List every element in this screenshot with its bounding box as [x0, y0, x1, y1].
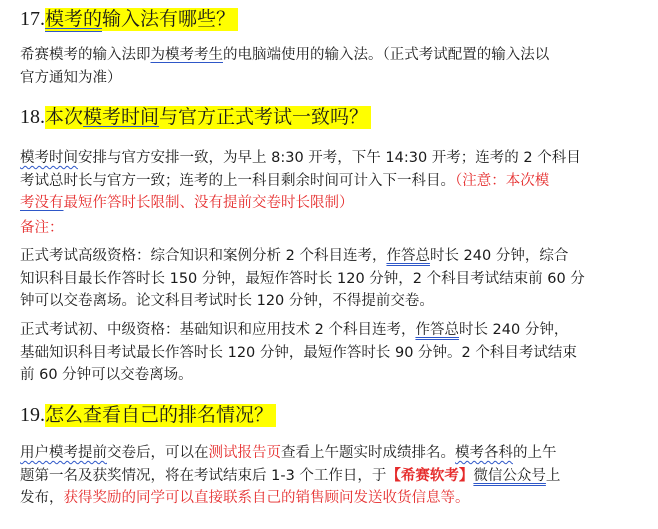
q19-text-2d: 上	[545, 467, 561, 484]
q19-text-2a: 题第一名及获奖情况，将在考试结束后 1-3 个工作日，于	[20, 467, 387, 484]
q18-note-label: 备注：	[20, 220, 64, 236]
q18-note-red-2b: （注意：本次模	[455, 172, 550, 189]
q19-text-1f: 的上午	[513, 445, 557, 461]
q18-title-highlight	[45, 106, 371, 129]
q19-award-note: 获得奖励的同学可以直接联系自己的销售顾问发送收货信息等。	[63, 490, 470, 506]
q18-jr-2: 基础知识科目考试最长作答时长 120 分钟，最短作答时长 90 分钟。2 个科目考试结束	[20, 344, 577, 361]
q18-junior-paragraph	[20, 319, 642, 387]
q19-wechat-account: 微信公众号	[473, 467, 546, 484]
q18-advanced-paragraph	[20, 245, 642, 313]
q18-note-red-3b: 最短作答时长限制、没有提前交卷时长限制）	[63, 195, 354, 211]
q17-number: 17.	[20, 8, 45, 30]
q19-brand-label: 【希赛软考】	[386, 467, 474, 484]
q17-text-a: 希赛模考的输入法即	[20, 47, 151, 63]
q17-text-d: 官方通知为准）	[20, 69, 122, 86]
q17-heading	[20, 6, 238, 32]
q19-number: 19.	[20, 404, 45, 426]
q18-jr-1c: 时长 240 分钟，	[458, 322, 569, 338]
q17-answer	[20, 44, 642, 89]
q19-text-1d: 查看上午题实时成绩排名。	[281, 445, 455, 461]
q18-adv-1b: 作答总	[386, 248, 430, 264]
q17-title-part-b: 输入法有哪些？	[102, 8, 236, 30]
q17-text-b: 为模考考生	[150, 47, 223, 63]
q18-jr-1a: 正式考试初、中级资格：基础知识和应用技术 2 个科目连考，	[20, 322, 416, 338]
q17-title-part-a: 模考的	[45, 8, 103, 30]
q19-text-1b: 交卷后，可以在	[107, 445, 209, 461]
q17-title-highlight	[45, 8, 238, 31]
q18-title-part-b: 模考时间	[83, 106, 160, 128]
q18-title-part-c: 与官方正式考试一致吗？	[159, 106, 369, 128]
q18-number: 18.	[20, 106, 45, 128]
q19-heading	[20, 402, 276, 428]
q18-jr-3: 前 60 分钟可以交卷离场。	[20, 367, 193, 383]
q18-adv-1a: 正式考试高级资格：综合知识和案例分析 2 个科目连考，	[20, 248, 387, 264]
q18-jr-1b: 作答总	[415, 322, 459, 338]
q18-adv-3: 钟可以交卷离场。论文科目考试时长 120 分钟，不得提前交卷。	[20, 293, 434, 309]
q19-test-report-page: 测试报告页	[208, 445, 281, 461]
q19-text-3a: 发布，	[20, 490, 64, 506]
q18-adv-2: 知识科目最长作答时长 150 分钟，最短作答时长 120 分钟，2 个科目考试结束前 60 分	[20, 270, 585, 287]
q19-text-1a: 用户模考提前	[20, 445, 107, 461]
q19-title-highlight: 怎么查看自己的排名情况？	[45, 404, 276, 427]
q18-adv-1c: 时长 240 分钟，综合	[429, 248, 569, 264]
q18-heading	[20, 104, 371, 130]
q19-text-1e: 模考各科	[455, 445, 513, 461]
q18-text-1a: 模考时间	[20, 150, 78, 166]
q19-answer	[20, 442, 642, 510]
q18-answer	[20, 147, 642, 215]
q18-text-2a: 考试总时长与官方一致；连考的上一科目剩余时间可计入下一科目。	[20, 172, 455, 189]
q18-note-red-3a: 考没有	[20, 195, 64, 211]
q17-text-c: 的电脑端使用的输入法。（正式考试配置的输入法以	[223, 47, 550, 63]
q18-text-1b: 安排与官方安排一致，为早上 8:30 开考，下午 14:30 开考；连考的 2 个科目	[78, 150, 581, 166]
q18-title-part-a: 本次	[45, 106, 84, 128]
